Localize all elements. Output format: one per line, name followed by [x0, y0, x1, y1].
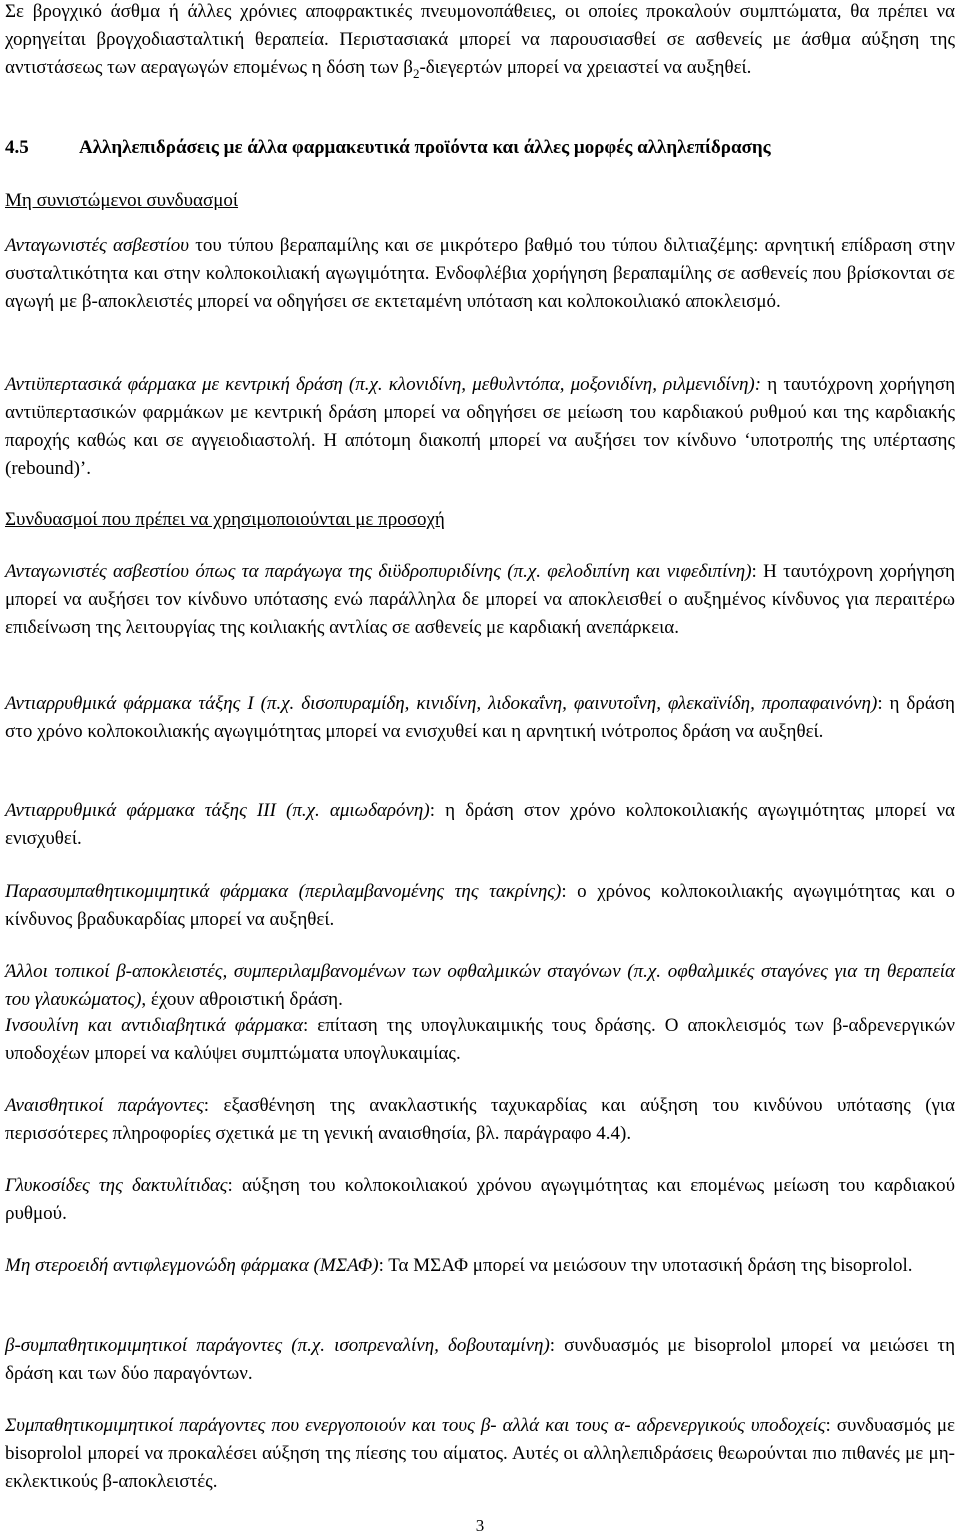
paragraph-term: Άλλοι τοπικοί β-αποκλειστές, συμπεριλαμβανομένων των οφθαλμικών σταγόνων (π.χ. οφθαλμικές σταγόνες για τη θεραπεία του γλαυκώματος) [5, 961, 955, 1010]
paragraph-text: : επίταση της υπογλυκαιμικής τους δράσης. Ο αποκλεισμός των β-αδρενεργικών υποδοχέων μπορεί να καλύψει συμπτώματα υπογλυκαιμίας. [5, 1015, 955, 1064]
paragraph-central-antihypertensives [5, 371, 955, 483]
paragraph-beta-sympathomimetics [5, 1332, 955, 1388]
section-heading [5, 134, 955, 162]
paragraph-term: Ανταγωνιστές ασβεστίου [5, 235, 189, 256]
paragraph-text: : εξασθένηση της ανακλαστικής ταχυκαρδίας και αύξηση του κινδύνου υπότασης (για περισσότερες πληροφορίες σχετικά με τη γενική αναισθησία, βλ. παράγραφο 4.4). [5, 1095, 956, 1144]
paragraph-calcium-antagonists [5, 232, 955, 316]
paragraph-text: : Η ταυτόχρονη χορήγηση μπορεί να αυξήσει τον κίνδυνο υπότασης ενώ παράλληλα δε μπορεί να αποκλεισθεί ο αυξημένος κίνδυνος για περαιτέρω επιδείνωση της λειτουργίας της κοιλιακής αντλίας σε ασθενείς με καρδιακή ανεπάρκεια. [5, 561, 955, 638]
paragraph-term: Αντιϋπερτασικά φάρμακα με κεντρική δράση (π.χ. κλονιδίνη, μεθυλντόπα, μοξονιδίνη, ριλμενιδίνη): [5, 374, 762, 395]
paragraph-nsaids [5, 1252, 955, 1280]
paragraph-term: Μη στεροειδή αντιφλεγμονώδη φάρμακα (ΜΣΑΦ) [5, 1255, 379, 1276]
paragraph-parasympathomimetics [5, 878, 955, 934]
paragraph-term: Αναισθητικοί παράγοντες [5, 1095, 204, 1116]
paragraph-text: : Τα ΜΣΑΦ μπορεί να μειώσουν την υποτασική δράση της bisoprolol. [378, 1255, 913, 1276]
paragraph-term: β-συμπαθητικομιμητικοί παράγοντες (π.χ. ισοπρεναλίνη, δοβουταμίνη) [5, 1335, 550, 1356]
paragraph-text: : η δράση στον χρόνο κολποκοιλιακής αγωγιμότητας μπορεί να ενισχυθεί. [5, 800, 956, 849]
paragraph-text: του τύπου βεραπαμίλης και σε μικρότερο βαθμό του τύπου διλτιαζέμης: αρνητική επίδραση στην συσταλτικότητα και στην κολποκοιλιακή αγωγιμότητα. Ενδοφλέβια χορήγηση βεραπαμίλης σε ασθενείς που βρίσκονται σε αγωγή με β-αποκλειστές μπορεί να οδηγήσει σε εκτεταμένη υπόταση και κολποκοιλιακό αποκλεισμό. [5, 235, 955, 312]
intro-subscript: 2 [412, 65, 420, 81]
paragraph-dihydropyridines [5, 558, 955, 642]
paragraph-sympathomimetics [5, 1412, 955, 1496]
paragraph-term: Αντιαρρυθμικά φάρμακα τάξης ΙΙΙ (π.χ. αμιωδαρόνη) [5, 800, 430, 821]
paragraph-term: Ανταγωνιστές ασβεστίου όπως τα παράγωγα της διϋδροπυριδίνης (π.χ. φελοδιπίνη και νιφεδιπίνη) [5, 561, 752, 582]
paragraph-text: : ο χρόνος κολποκοιλιακής αγωγιμότητας και ο κίνδυνος βραδυκαρδίας μπορεί να αυξηθεί. [5, 881, 955, 930]
section-number: 4.5 [5, 137, 29, 158]
paragraph-text: : αύξηση του κολποκοιλιακού χρόνου αγωγιμότητας και επομένως μείωση του καρδιακού ρυθμού. [5, 1175, 955, 1224]
intro-paragraph [5, 0, 955, 88]
paragraph-text: , έχουν αθροιστική δράση. [141, 989, 343, 1010]
paragraph-anaesthetics [5, 1092, 955, 1148]
paragraph-term: Παρασυμπαθητικομιμητικά φάρμακα (περιλαμβανομένης της τακρίνης) [5, 881, 562, 902]
paragraph-text: η ταυτόχρονη χορήγηση αντιϋπερτασικών φαρμάκων με κεντρική δράση μπορεί να οδηγήσει σε μείωση του καρδιακού ρυθμού και της καρδιακής παροχής καθώς και σε αγγειοδιαστολή. Η απότομη διακοπή μπορεί να αυξήσει τον κίνδυνο ‘υποτροπής της υπέρτασης (rebound)’. [5, 374, 956, 479]
subheading-caution: Συνδυασμοί που πρέπει να χρησιμοποιούνται με προσοχή [5, 509, 445, 530]
paragraph-text: : συνδυασμός με bisoprolol μπορεί να προκαλέσει αύξηση της πίεσης του αίματος. Αυτές οι αλληλεπιδράσεις θεωρούνται πιο πιθανές με μη-εκλεκτικούς β-αποκλειστές. [5, 1415, 956, 1492]
paragraph-term: Ινσουλίνη και αντιδιαβητικά φάρμακα [5, 1015, 303, 1036]
intro-text-end: -διεγερτών μπορεί να χρειαστεί να αυξηθεί. [419, 57, 752, 78]
paragraph-class-iii-antiarrhythmics [5, 797, 955, 853]
paragraph-topical-beta-blockers [5, 958, 955, 1014]
page-number: 3 [475, 1516, 485, 1535]
intro-text: Σε βρογχικό άσθμα ή άλλες χρόνιες αποφρακτικές πνευμονοπάθειες, οι οποίες προκαλούν συμπτώματα, θα πρέπει να χορηγείται βρογχοδιασταλτική θεραπεία. Περιστασιακά μπορεί να παρουσιασθεί σε ασθενείς με άσθμα αύξηση της αντιστάσεως των αεραγωγών επομένως η δόση των β [5, 1, 955, 78]
paragraph-digitalis [5, 1172, 955, 1228]
paragraph-text: : συνδυασμός με bisoprolol μπορεί να μειώσει τη δράση και των δύο παραγόντων. [5, 1335, 955, 1384]
paragraph-class-i-antiarrhythmics [5, 690, 955, 746]
paragraph-term: Αντιαρρυθμικά φάρμακα τάξης Ι (π.χ. δισοπυραμίδη, κινιδίνη, λιδοκαΐνη, φαινυτοΐνη, φλεκαϊνίδη, προπαφαινόνη) [5, 693, 878, 714]
paragraph-term: Γλυκοσίδες της δακτυλίτιδας [5, 1175, 228, 1196]
paragraph-insulin [5, 1012, 955, 1068]
paragraph-term: Συμπαθητικομιμητικοί παράγοντες που ενεργοποιούν και τους β- αλλά και τους α- αδρενεργικούς υποδοχείς [5, 1415, 826, 1436]
section-title: Αλληλεπιδράσεις με άλλα φαρμακευτικά προϊόντα και άλλες μορφές αλληλεπίδρασης [79, 137, 771, 158]
paragraph-text: : η δράση στο χρόνο κολποκοιλιακής αγωγιμότητας μπορεί να ενισχυθεί και η αρνητική ινότροπος δράση να αυξηθεί. [5, 693, 955, 742]
subheading-not-recommended: Μη συνιστώμενοι συνδυασμοί [5, 190, 239, 211]
